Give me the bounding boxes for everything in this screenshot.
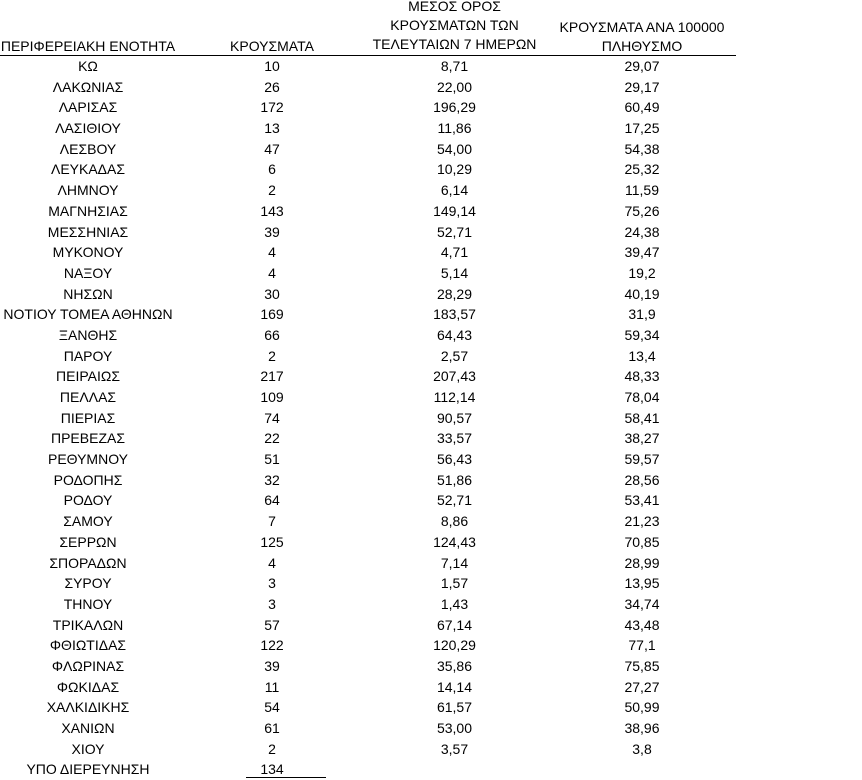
cell-avg7: 207,43 [433,368,476,385]
cell-region: ΞΑΝΘΗΣ [58,326,118,343]
cell-avg7: 4,71 [440,244,469,261]
cell-cases: 66 [264,326,280,343]
header-avg7-line1: ΜΕΣΟΣ ΟΡΟΣ [408,0,501,14]
cell-avg7: 8,71 [440,58,469,74]
table-row [0,366,862,387]
cell-cases: 4 [268,554,276,571]
cell-per100k: 39,47 [624,244,660,261]
cell-avg7: 28,29 [436,285,473,302]
cell-cases: 143 [260,202,284,219]
cell-region: ΝΟΤΙΟΥ ΤΟΜΕΑ ΑΘΗΝΩΝ [3,306,173,323]
cell-per100k: 28,56 [624,471,660,488]
cell-cases: 169 [260,306,284,323]
cell-region: ΠΡΕΒΕΖΑΣ [50,430,125,447]
table-row [0,284,862,305]
header-region-label: ΠΕΡΙΦΕΡΕΙΑΚΗ ΕΝΟΤΗΤΑ [0,38,176,54]
table-row [0,346,862,367]
cell-per100k: 19,2 [628,264,656,281]
cell-cases: 3 [268,575,276,592]
table-row [0,615,862,636]
cell-avg7: 64,43 [436,326,473,343]
table-row [0,470,862,491]
table-row [0,718,862,739]
cell-region: ΛΑΡΙΣΑΣ [58,99,118,116]
cell-avg7: 183,57 [433,306,476,323]
table-row [0,573,862,594]
cell-avg7: 54,00 [436,140,473,157]
cell-avg7: 112,14 [433,389,476,405]
cell-per100k: 43,48 [624,616,660,633]
cell-cases: 11 [264,678,280,695]
cell-per100k: 29,07 [624,58,660,74]
table-row [0,118,862,139]
cell-region: ΤΡΙΚΑΛΩΝ [52,616,124,633]
cell-per100k: 78,04 [624,389,660,405]
cell-per100k: 11,59 [625,182,659,199]
cell-per100k: 70,85 [624,533,660,550]
cell-avg7: 7,14 [440,554,469,571]
cell-avg7: 8,86 [440,513,469,530]
table-row [0,449,862,470]
cell-region: ΛΕΥΚΑΔΑΣ [50,161,126,178]
table-row [0,77,862,98]
cell-region: ΝΑΞΟΥ [63,264,113,281]
cell-per100k: 58,41 [624,409,660,426]
cell-region: ΡΟΔΟΥ [63,492,113,509]
table-header [0,0,862,56]
header-per100k-line1: ΚΡΟΥΣΜΑΤΑ ΑΝΑ 100000 [559,19,725,35]
cell-avg7: 124,43 [433,533,476,550]
cell-cases: 39 [264,657,280,674]
cell-cases: 4 [268,244,276,261]
cell-per100k: 29,17 [624,78,660,95]
table-row [0,697,862,718]
cell-per100k: 13,95 [624,575,660,592]
cell-region: ΣΠΟΡΑΔΩΝ [49,554,127,571]
cell-avg7: 3,57 [440,740,469,757]
table-row [0,387,862,408]
cell-region: ΧΑΝΙΩΝ [61,720,115,736]
cell-per100k: 13,4 [628,347,656,364]
cell-per100k: 31,9 [628,306,656,323]
cell-region: ΠΙΕΡΙΑΣ [60,409,116,426]
cell-per100k: 59,34 [624,326,660,343]
cell-per100k: 50,99 [624,699,660,716]
table-row [0,325,862,346]
cell-per100k: 34,74 [624,595,660,612]
cell-region: ΠΑΡΟΥ [63,347,113,364]
cell-cases: 13 [264,120,280,137]
cell-avg7: 196,29 [433,99,476,116]
cell-cases: 30 [264,285,280,302]
cell-region: ΠΕΛΛΑΣ [59,389,117,405]
cell-avg7: 51,86 [436,471,473,488]
cell-avg7: 90,57 [436,409,473,426]
table-row [0,56,862,77]
cell-per100k: 27,27 [624,678,660,695]
cell-avg7: 2,57 [440,347,469,364]
cell-region: ΧΙΟΥ [71,740,105,757]
cell-region: ΦΛΩΡΙΝΑΣ [51,657,125,674]
cell-cases: 74 [264,409,280,426]
cell-region: ΠΕΙΡΑΙΩΣ [56,368,120,385]
header-avg7 [362,0,547,54]
cell-avg7: 61,57 [436,699,473,716]
cell-region: ΣΑΜΟΥ [63,513,113,530]
cell-region: ΛΑΚΩΝΙΑΣ [52,78,124,95]
cell-avg7: 5,14 [440,264,469,281]
cell-cases: 26 [264,78,280,95]
cell-per100k: 3,8 [632,740,652,757]
cell-per100k: 24,38 [624,223,660,240]
cell-avg7: 56,43 [436,451,473,468]
table-body [0,56,862,780]
cell-per100k: 48,33 [624,368,660,385]
cell-cases: 2 [268,347,276,364]
table-row [0,428,862,449]
cell-region: ΝΗΣΩΝ [63,285,113,302]
cell-per100k: 75,85 [624,657,660,674]
cell-avg7: 52,71 [436,223,473,240]
cell-avg7: 10,29 [436,161,473,178]
table-row [0,180,862,201]
cell-per100k: 60,49 [624,99,660,116]
cell-cases: 51 [264,451,280,468]
cell-cases: 122 [260,637,284,654]
cell-cases: 10 [264,58,280,74]
cell-cases: 125 [260,533,284,550]
cell-region: ΚΩ [78,58,98,74]
header-region [0,37,176,56]
cell-region: ΥΠΟ ΔΙΕΡΕΥΝΗΣΗ [26,761,150,778]
cell-region: ΛΕΣΒΟΥ [59,140,117,157]
header-cases [222,37,322,56]
cell-cases: 134 [260,761,284,778]
cell-per100k: 75,26 [624,202,660,219]
cell-per100k: 59,57 [624,451,660,468]
header-per100k [548,18,736,56]
cell-per100k: 53,41 [624,492,660,509]
cell-avg7: 33,57 [436,430,473,447]
table-row [0,759,862,780]
table-row [0,304,862,325]
cell-per100k: 38,27 [624,430,660,447]
cell-region: ΤΗΝΟΥ [63,595,113,612]
cell-avg7: 53,00 [436,720,473,736]
header-per100k-line2: ΠΛΗΘΥΣΜΟ [601,38,683,54]
cell-cases: 54 [264,699,280,716]
cell-cases: 109 [260,389,284,405]
cell-region: ΦΩΚΙΔΑΣ [56,678,120,695]
cell-avg7: 14,14 [436,678,473,695]
cell-avg7: 35,86 [436,657,473,674]
cell-per100k: 77,1 [628,637,656,654]
cell-cases: 32 [264,471,280,488]
header-avg7-line3: ΤΕΛΕΥΤΑΙΩΝ 7 ΗΜΕΡΩΝ [372,36,537,52]
cell-cases: 64 [264,492,280,509]
cell-avg7: 11,86 [437,120,472,137]
bottom-divider [246,777,326,778]
cell-region: ΜΥΚΟΝΟΥ [52,244,124,261]
cell-cases: 172 [260,99,284,116]
table-row [0,159,862,180]
cell-region: ΦΘΙΩΤΙΔΑΣ [49,637,127,654]
cell-per100k: 40,19 [624,285,660,302]
cell-region: ΛΑΣΙΘΙΟΥ [55,120,121,137]
cell-region: ΜΑΓΝΗΣΙΑΣ [48,202,128,219]
table-row [0,263,862,284]
table-row [0,139,862,160]
cell-avg7: 120,29 [433,637,476,654]
cell-cases: 61 [264,720,280,736]
table-row [0,739,862,760]
cell-region: ΣΕΡΡΩΝ [59,533,117,550]
table-row [0,242,862,263]
cell-avg7: 67,14 [436,616,473,633]
cell-region: ΧΑΛΚΙΔΙΚΗΣ [46,699,130,716]
table-row [0,222,862,243]
cell-region: ΣΥΡΟΥ [64,575,112,592]
table-row [0,490,862,511]
table-row [0,511,862,532]
cell-cases: 22 [264,430,280,447]
table-row [0,635,862,656]
cell-cases: 47 [264,140,280,157]
header-cases-label: ΚΡΟΥΣΜΑΤΑ [230,38,314,54]
cell-cases: 39 [264,223,280,240]
table-row [0,553,862,574]
table-row [0,201,862,222]
cell-region: ΡΟΔΟΠΗΣ [53,471,123,488]
cell-per100k: 28,99 [624,554,660,571]
cell-cases: 3 [268,595,276,612]
cell-region: ΛΗΜΝΟΥ [57,182,119,199]
cell-avg7: 149,14 [433,202,476,219]
table-row [0,677,862,698]
cell-per100k: 54,38 [624,140,660,157]
cell-cases: 57 [264,616,280,633]
cell-cases: 2 [268,740,276,757]
cell-region: ΡΕΘΥΜΝΟΥ [47,451,128,468]
cell-avg7: 1,43 [440,595,469,612]
table-row [0,656,862,677]
cell-avg7: 22,00 [436,78,473,95]
cell-avg7: 1,57 [440,575,469,592]
cell-region: ΜΕΣΣΗΝΙΑΣ [47,223,129,240]
cell-cases: 4 [268,264,276,281]
cell-per100k: 17,25 [624,120,660,137]
table-row [0,532,862,553]
cell-cases: 7 [268,513,276,530]
cell-cases: 2 [268,182,276,199]
table-row [0,594,862,615]
cell-cases: 6 [268,161,276,178]
table-row [0,97,862,118]
cell-per100k: 38,96 [624,720,660,736]
header-avg7-line2: ΚΡΟΥΣΜΑΤΩΝ ΤΩΝ [390,17,519,33]
cell-per100k: 21,23 [624,513,660,530]
cell-avg7: 6,14 [440,182,469,199]
table-row [0,408,862,429]
cell-per100k: 25,32 [624,161,660,178]
cell-cases: 217 [260,368,284,385]
cell-avg7: 52,71 [436,492,473,509]
